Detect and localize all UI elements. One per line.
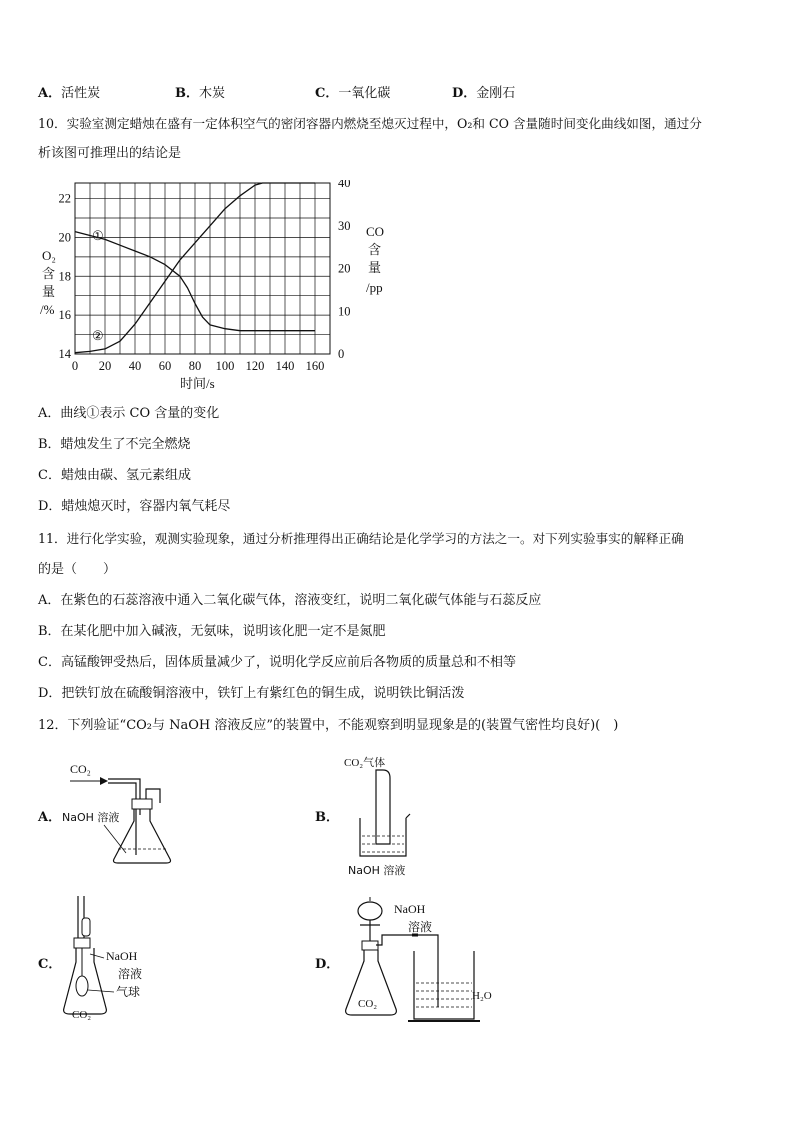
y-right-tick-label: 0: [338, 347, 345, 361]
apparatus-d-reagent-2: 溶液: [408, 920, 433, 934]
q9-option-b: B．木炭: [175, 86, 226, 101]
apparatus-c-reagent-1: NaOH: [106, 949, 138, 963]
q9-option-d: D．金刚石: [452, 86, 516, 101]
q11-option-a: A．在紫色的石蕊溶液中通入二氧化碳气体，溶液变红，说明二氧化碳气体能与石蕊反应: [38, 593, 542, 608]
q12-option-d-letter: D．: [315, 957, 340, 972]
apparatus-c-balloon-label: 气球: [116, 985, 141, 999]
q10-option-a: A．曲线①表示 CO 含量的变化: [38, 406, 220, 421]
x-tick-label: 80: [188, 359, 202, 373]
conical-flask: [114, 809, 171, 863]
apparatus-c: [60, 892, 180, 1022]
label-pointer: [104, 825, 126, 853]
y-right-label: [366, 224, 384, 295]
q11-stem-line1: 11．进行化学实验，观测实验现象，通过分析推理得出正确结论是化学学习的方法之一。对下列实验事实的解释正确: [38, 531, 684, 546]
q12-option-b-letter: B．: [315, 810, 339, 825]
q11-option-c: C．高锰酸钾受热后，固体质量减少了，说明化学反应前后各物质的质量总和不相等: [38, 655, 516, 670]
funnel-stopcock: [360, 920, 380, 941]
q9-option-a: A．活性炭: [38, 86, 101, 101]
conical-flask: [64, 948, 107, 1014]
stopper: [74, 938, 90, 948]
y-left-tick-label: 22: [58, 191, 71, 206]
y-left-tick-label: 14: [58, 347, 71, 361]
x-tick-label: 40: [128, 359, 142, 373]
x-tick-label: 140: [275, 359, 295, 373]
apparatus-d-reagent-1: NaOH: [394, 902, 426, 916]
q11-option-b: B．在某化肥中加入碱液，无氨味，说明该化肥一定不是氮肥: [38, 624, 386, 639]
apparatus-d: [338, 895, 508, 1030]
curve-1-annotation: ①: [92, 228, 104, 243]
plot-frame: [75, 183, 330, 354]
y-right-label-3: /pp: [366, 280, 383, 295]
q10-option-c: C．蜡烛由碳、氢元素组成: [38, 468, 191, 483]
y-right-tick-label: 40: [338, 180, 351, 190]
q12-option-c-letter: C．: [38, 957, 62, 972]
apparatus-a-solution-label: NaOH 溶液: [62, 811, 120, 824]
y-right-tick-label: 10: [338, 304, 351, 319]
y-left-tick-label: 20: [58, 230, 71, 245]
beaker-liquid: [362, 836, 404, 852]
y-right-label-1: 含: [368, 242, 382, 257]
y-right-label-0: CO: [366, 224, 385, 239]
apparatus-b-solution-label: NaOH 溶液: [348, 864, 406, 877]
stopper: [132, 799, 152, 809]
y-left-label-2: 量: [42, 284, 56, 299]
gas-arrow-head: [100, 777, 108, 785]
y-right-tick-label: 30: [338, 218, 351, 233]
apparatus-b-gas-label: CO₂气体: [344, 757, 386, 769]
beaker: [414, 951, 474, 1019]
beaker-water: [416, 983, 472, 1007]
x-tick-label: 0: [71, 359, 79, 373]
balloon: [76, 976, 88, 996]
apparatus-c-reagent-2: 溶液: [118, 967, 143, 981]
apparatus-d-gas-label: CO₂: [358, 998, 378, 1010]
y-left-label: [40, 248, 56, 317]
x-tick-label: 100: [215, 359, 235, 373]
q10-stem-line1: 10．实验室测定蜡烛在盛有一定体积空气的密闭容器内燃烧至熄灭过程中，O₂和 CO 含量随时间变化曲线如图，通过分: [38, 116, 702, 131]
q10-option-d: D．蜡烛熄灭时，容器内氧气耗尽: [38, 499, 231, 514]
x-axis-label: 时间/s: [180, 376, 215, 391]
q12-stem: 12．下列验证“CO₂与 NaOH 溶液反应”的装置中，不能观察到明显现象是的(装置气密性均良好)( ): [38, 718, 619, 733]
y-left-tick-label: 16: [58, 308, 71, 323]
test-tube: [376, 770, 390, 844]
delivery-tube: [376, 935, 438, 1007]
q9-option-c: C．一氧化碳: [315, 86, 391, 101]
y-right-label-2: 量: [368, 260, 382, 275]
q12-option-a-letter: A．: [38, 810, 62, 825]
x-tick-label: 160: [305, 359, 325, 373]
apparatus-b: [340, 752, 430, 882]
separatory-funnel: [358, 902, 382, 920]
apparatus-d-water-label: H₂O: [472, 990, 492, 1002]
y-left-label-0: O₂: [42, 248, 56, 263]
dropper-bulb: [82, 918, 90, 936]
stopper: [362, 941, 378, 950]
q10-chart: [30, 180, 410, 395]
chart-grid: [75, 183, 330, 354]
apparatus-c-gas-label: CO₂: [72, 1009, 92, 1021]
q10-option-b: B．蜡烛发生了不完全燃烧: [38, 437, 191, 452]
y-right-tick-label: 20: [338, 261, 351, 276]
y-left-label-3: /%: [40, 302, 55, 317]
apparatus-a-gas-label: CO₂: [70, 762, 91, 776]
q11-option-d: D．把铁钉放在硫酸铜溶液中，铁钉上有紫红色的铜生成，说明铁比铜活泼: [38, 686, 465, 701]
reagent-pointer: [90, 954, 104, 958]
x-tick-label: 120: [245, 359, 265, 373]
y-left-label-1: 含: [42, 266, 56, 281]
q10-stem-line2: 析该图可推理出的结论是: [38, 146, 182, 161]
beaker: [360, 814, 410, 856]
x-tick-label: 60: [158, 359, 172, 373]
y-left-tick-label: 18: [58, 269, 71, 284]
q11-stem-line2: 的是（ ）: [38, 562, 117, 577]
curve-2-annotation: ②: [92, 328, 104, 343]
x-tick-label: 20: [98, 359, 112, 373]
apparatus-a: [60, 755, 180, 870]
